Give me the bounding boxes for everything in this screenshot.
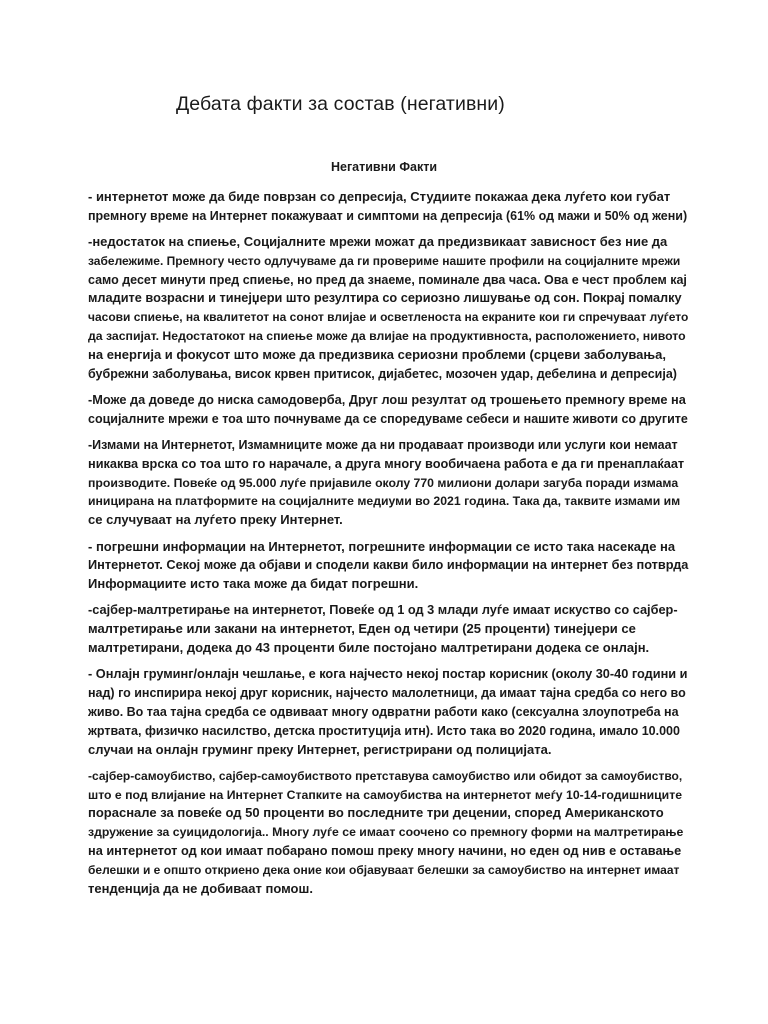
text-line: над) го инспирира некој друг корисник, најчесто малолетници, да имаат тајна средба со него во [88, 686, 686, 701]
paragraph [88, 233, 688, 383]
text-line: -Може да доведе до ниска самодоверба, Друг лош резултат од трошењето премногу време на [88, 391, 686, 407]
text-line: белешки и е општо откриено дека оние кои објавуваат белешки за самоубиство на интернет имаат [88, 862, 680, 877]
paragraph [88, 436, 688, 530]
text-line: забележиме. Премногу често одлучуваме да ги провериме нашите профили на социјалните мрежи [88, 253, 681, 268]
text-line: никаква врска со тоа што го нарачале, а друга многу вообичаена работа е да ги пренаплаќаат [88, 455, 685, 471]
text-line: малтретирани, додека до 43 проценти биле постојано малтретирани додека се онлајн. [88, 640, 650, 656]
text-line: Интернетот. Секој може да објави и сподели какви било информации на интернет без потврда [88, 557, 689, 573]
paragraph [88, 391, 688, 429]
paragraph [88, 538, 688, 594]
text-line: премногу време на Интернет покажуваат и симптоми на депресија (61% од мажи и 50% од жени) [88, 208, 688, 223]
paragraph [88, 767, 688, 899]
text-line: -Измами на Интернетот, Измамниците може да ни продаваат производи или услуги кои немаат [88, 438, 678, 453]
text-line: - интернетот може да биде поврзан со депресија, Студиите покажаа дека луѓето кои губат [88, 189, 671, 204]
text-line: што е под влијание на Интернет Стапките на самоубиства на интернетот меѓу 10-14-годишниците [88, 787, 683, 802]
text-line: пораснале за повеќе од 50 проценти во последните три децении, според Американското [88, 805, 664, 821]
text-line: - Онлајн груминг/онлајн чешлање, е кога најчесто некој постар корисник (околу 30-40 години и [88, 666, 688, 682]
paragraph [88, 188, 688, 226]
text-line: бубрежни заболувања, висок крвен притисок, дијабетес, мозочен удар, дебелина и депресија) [88, 366, 677, 381]
text-line: на интернетот од кои имаат побарано помош преку многу начини, но еден од нив е оставање [88, 843, 682, 858]
text-line: иницирана на платформите на социјалните медиуми во 2021 година. Така да, таквите измами им [88, 494, 681, 509]
text-line: Информациите исто така може да бидат погрешни. [88, 576, 419, 592]
text-line: -сајбер-малтретирање на интернетот, Повеќе од 1 од 3 млади луѓе имаат искуство со сајбер- [88, 602, 678, 618]
document-title: Дебата факти за состав (негативни) [176, 93, 505, 115]
text-line: младите возрасни и тинејџери што резултира со сериозно лишување од сон. Покрај помалку [88, 290, 682, 306]
paragraph [88, 665, 688, 759]
paragraph [88, 601, 688, 657]
section-heading: Негативни Факти [330, 160, 438, 174]
text-line: - погрешни информации на Интернетот, погрешните информации се исто така насекаде на [88, 538, 676, 554]
text-line: да заспијат. Недостатокот на спиење може да влијае на продуктивноста, расположението, нивото [88, 329, 686, 344]
text-line: тенденција да не добиваат помош. [88, 880, 313, 896]
text-line: на енергија и фокусот што може да предизвика сериозни проблеми (срцеви заболувања, [88, 346, 666, 362]
text-line: се случуваат на луѓето преку Интернет. [88, 512, 343, 528]
text-line: малтретирање или закани на интернетот, Еден од четири (25 проценти) тинејџери се [88, 621, 636, 637]
text-line: -недостаток на спиење, Социјалните мрежи можат да предизвикаат зависност без ние да [88, 234, 668, 250]
text-line: здружение за суицидологија.. Многу луѓе се имаат соочено со премногу форми на малтретирање [88, 825, 684, 840]
text-line: случаи на онлајн груминг преку Интернет, регистрирани од полицијата. [88, 741, 552, 757]
text-line: производите. Повеќе од 95.000 луѓе пријавиле околу 770 милиони долари загуба поради измама [88, 475, 679, 490]
text-line: живо. Во таа тајна средба се одвиваат многу одвратни работи како (сексуална злоупотреба на [88, 704, 679, 719]
text-line: часови спиење, на квалитетот на сонот влијае и осветленоста на екраните кои ги спречуваат луѓето [88, 310, 689, 325]
text-line: жртвата, физичко насилство, детска проституција итн). Исто така во 2020 година, имало 10.000 [88, 723, 680, 738]
text-line: -сајбер-самоубиство, сајбер-самоубиството претставува самоубиство или обидот за самоубиство, [88, 768, 683, 783]
text-line: само десет минути пред спиење, но пред да знаеме, поминале два часа. Ова е чест проблем кај [88, 272, 687, 287]
document-body [88, 188, 688, 906]
text-line: социјалните мрежи е тоа што почнуваме да се споредуваме себеси и нашите животи со другите [88, 411, 688, 426]
